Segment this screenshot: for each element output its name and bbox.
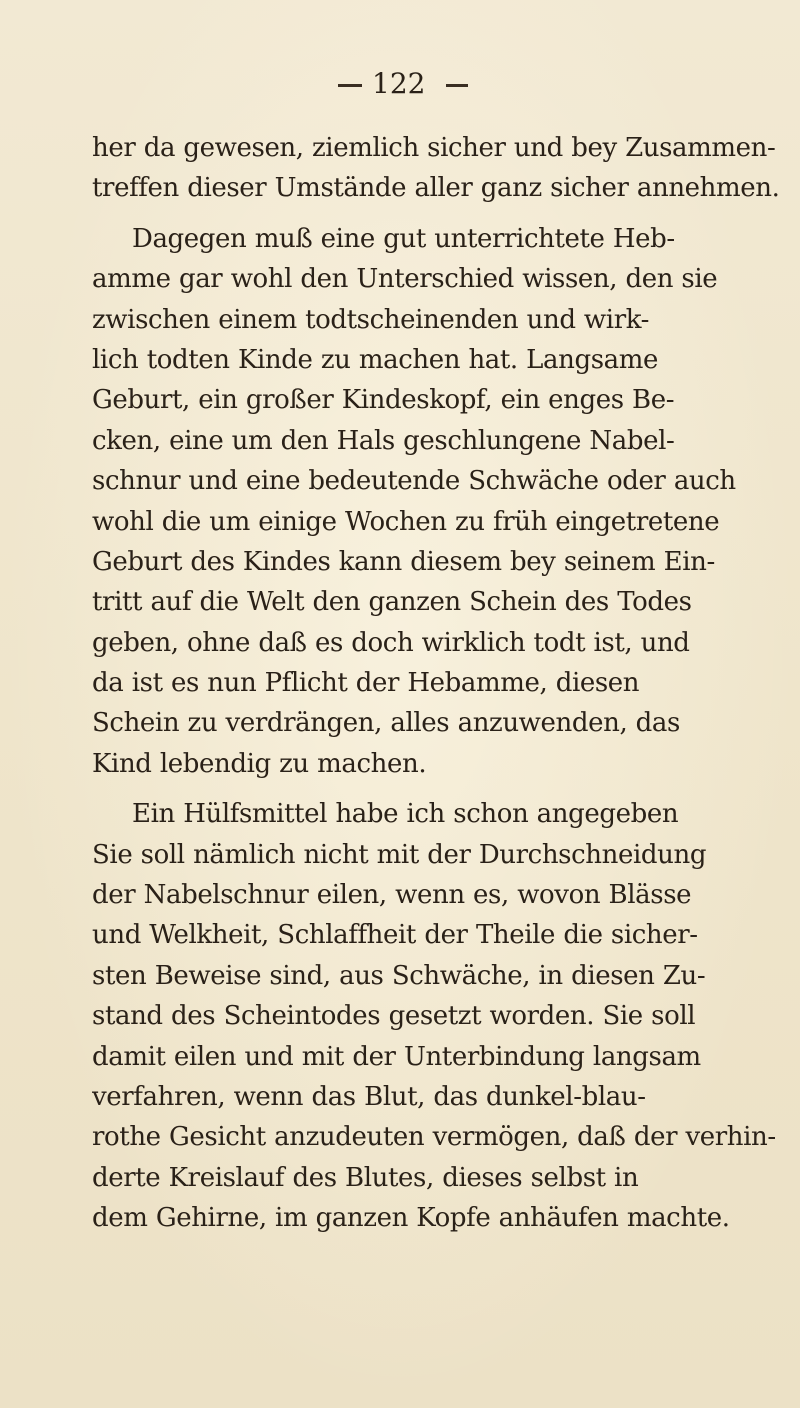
- text-line: geben, ohne daß es doch wirklich todt ist, und: [92, 627, 690, 658]
- text-line: sten Beweise sind, aus Schwäche, in diesen Zu-: [92, 960, 706, 991]
- text-line: da ist es nun Pflicht der Hebamme, diesen: [92, 668, 640, 699]
- text-line: rothe Gesicht anzudeuten vermögen, daß der verhin-: [92, 1122, 776, 1153]
- text-line: her da gewesen, ziemlich sicher und bey Zusammen-: [92, 133, 776, 163]
- header-ornament-left: [338, 84, 362, 87]
- text-line: lich todten Kinde zu machen hat. Langsame: [92, 344, 659, 375]
- page-header: [0, 64, 800, 104]
- body-text: [92, 128, 782, 1239]
- text-line: Schein zu verdrängen, alles anzuwenden, das: [92, 708, 680, 739]
- text-line: dem Gehirne, im ganzen Kopfe anhäufen machte.: [92, 1203, 730, 1234]
- text-line: schnur und eine bedeutende Schwäche oder auch: [92, 466, 736, 497]
- paragraph-3: [92, 794, 782, 1238]
- text-line: damit eilen und mit der Unterbindung langsam: [92, 1041, 701, 1072]
- text-line: tritt auf die Welt den ganzen Schein des Todes: [92, 587, 692, 618]
- paragraph-1: [92, 128, 782, 209]
- text-line: Geburt, ein großer Kindeskopf, ein enges Be-: [92, 385, 675, 416]
- text-line: wohl die um einige Wochen zu früh eingetretene: [92, 506, 720, 537]
- text-line: stand des Scheintodes gesetzt worden. Sie soll: [92, 1001, 696, 1032]
- text-line: derte Kreislauf des Blutes, dieses selbst in: [92, 1162, 639, 1193]
- text-line: zwischen einem todtscheinenden und wirk-: [92, 304, 650, 335]
- text-line: Geburt des Kindes kann diesem bey seinem Ein-: [92, 546, 715, 577]
- text-line: Ein Hülfsmittel habe ich schon angegeben: [132, 799, 679, 830]
- text-line: treffen dieser Umstände aller ganz sicher annehmen.: [92, 173, 780, 204]
- text-line: verfahren, wenn das Blut, das dunkel-blau-: [92, 1081, 646, 1112]
- text-line: Kind lebendig zu machen.: [92, 748, 427, 779]
- header-ornament-right: [446, 84, 468, 87]
- text-line: Sie soll nämlich nicht mit der Durchschneidung: [92, 839, 707, 870]
- text-line: amme gar wohl den Unterschied wissen, den sie: [92, 264, 718, 295]
- page-number: 122: [372, 67, 426, 100]
- paragraph-2: [92, 219, 782, 784]
- text-line: und Welkheit, Schlaffheit der Theile die sicher-: [92, 920, 698, 951]
- text-line: cken, eine um den Hals geschlungene Nabel-: [92, 425, 675, 456]
- text-line: Dagegen muß eine gut unterrichtete Heb-: [132, 223, 675, 254]
- text-line: der Nabelschnur eilen, wenn es, wovon Blässe: [92, 880, 692, 911]
